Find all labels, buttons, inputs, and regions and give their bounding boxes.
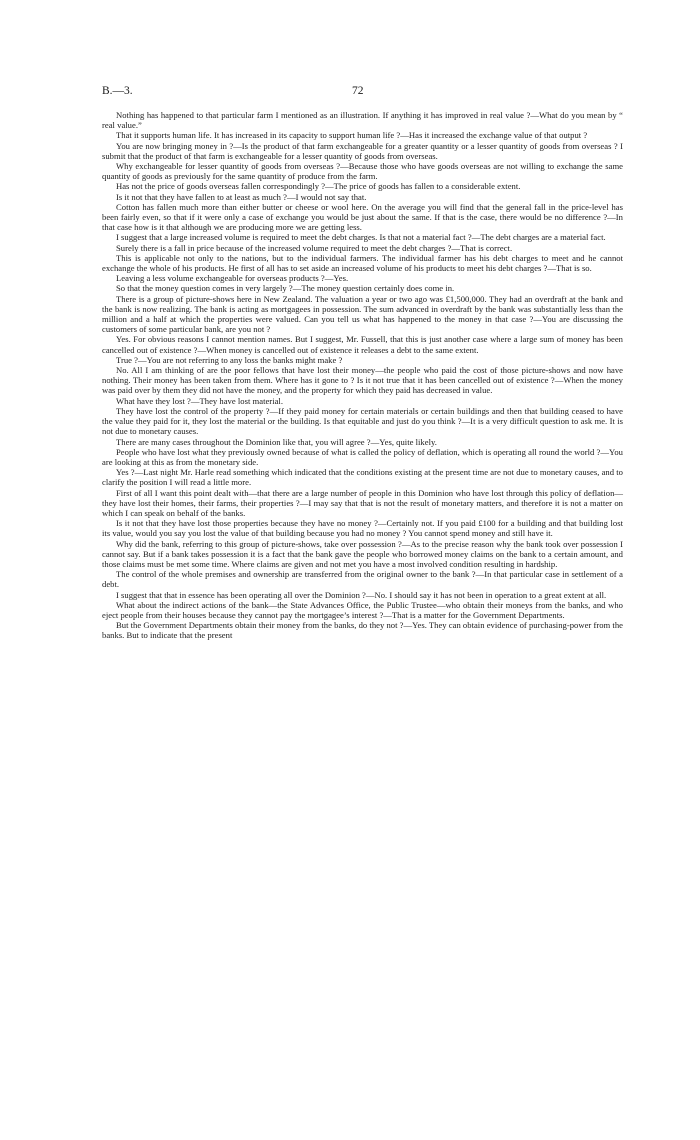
paragraph: Is it not that they have lost those properties because they have no money ?—Certainly not. If you paid £100 for a building and that building lost its value, would you say you lost the value of that building because you had no money ? You cannot spend money and still have it. [102, 518, 623, 539]
page-number: 72 [352, 85, 364, 97]
paragraph: But the Government Departments obtain their money from the banks, do they not ?—Yes. They can obtain evidence of purchasing-power from the banks. But to indicate that the present [102, 620, 623, 641]
paragraph: Surely there is a fall in price because of the increased volume required to meet the debt charges ?—That is correct. [116, 242, 513, 253]
paragraph: Nothing has happened to that particular farm I mentioned as an illustration. If anything it has improved in real value ?—What do you mean by “ real value.” [102, 110, 623, 131]
paragraph: What about the indirect actions of the bank—the State Advances Office, the Public Trustee—who obtain their moneys from the banks, and who eject people from their houses because they cannot pay the mortgagee’s interest ?—That is a matter for the Government Departments. [102, 599, 623, 620]
paragraph: First of all I want this point dealt with—that there are a large number of people in this Dominion who have lost through this policy of deflation—they have lost their homes, their farms, their properties ?—I may say that that is not the result of monetary matters, and therefore it is not a matter on which I can speak on behalf of the banks. [102, 487, 623, 518]
body-text [102, 110, 623, 641]
paragraph: They have lost the control of the property ?—If they paid money for certain materials or certain buildings and then that building ceased to have the value they paid for it, they lost the material or the building. Is that equitable and just do you think ?—It is a very difficult question to ask me. It is not due to monetary causes. [102, 405, 623, 437]
paragraph: This is applicable not only to the nations, but to the individual farmers. The individual farmer has his debt charges to meet and he cannot exchange the whole of his products. He first of all has to set aside an increased volume of his products to meet his debt charges ?—That is so. [102, 252, 623, 274]
paragraph: Leaving a less volume exchangeable for overseas products ?—Yes. [116, 273, 349, 284]
paragraph: No. All I am thinking of are the poor fellows that have lost their money—the people who paid the cost of those picture-shows and now have nothing. Their money has been taken from them. Where has it gone to ? Is it not true that it has been cancelled out of existence ?—When the money was paid over by them they did not have the money, and the property for which they paid has decreased in value. [102, 365, 623, 396]
paragraph: That it supports human life. It has increased in its capacity to support human life ?—Has it increased the exchange value of that output ? [116, 130, 588, 141]
paragraph: I suggest that a large increased volume is required to meet the debt charges. Is that not a material fact ?—The debt charges are a material fact. [116, 232, 606, 243]
paragraph: People who have lost what they previously owned because of what is called the policy of deflation, which is operating all round the world ?—You are looking at this as from the monetary side. [102, 446, 623, 467]
paragraph: So that the money question comes in very largely ?—The money question certainly does come in. [116, 283, 455, 294]
paragraph: There are many cases throughout the Dominion like that, you will agree ?—Yes, quite likely. [116, 436, 437, 447]
paragraph: The control of the whole premises and ownership are transferred from the original owner to the bank ?—In that particular case in settlement of a debt. [102, 569, 623, 590]
paragraph: There is a group of picture-shows here in New Zealand. The valuation a year or two ago was £1,500,000. They had an overdraft at the bank and the bank is now realizing. The bank is acting as mortgagees in possession. The sum advanced in overdraft by the bank was substantially less than the million and a half at which the properties were valued. Can you tell us what has happened to the money in that case ?—You are discussing the customers of some particular bank, are you not ? [102, 293, 623, 335]
paragraph: You are now bringing money in ?—Is the product of that farm exchangeable for a greater quantity or a lesser quantity of goods from overseas ? I submit that the product of that farm is exchangeable for a lesser quantity of goods from overseas. [102, 140, 623, 161]
paragraph: True ?—You are not referring to any loss the banks might make ? [116, 354, 343, 365]
paragraph: Cotton has fallen much more than either butter or cheese or wool here. On the average you will find that the general fall in the price-level has been fairly even, so that if it were only a case of exchange you would be just about the same. If that is the case, there would be no difference ?—In that case how is it that although we are producing more we are getting less. [102, 201, 623, 233]
paragraph: Why exchangeable for lesser quantity of goods from overseas ?—Because those who have goods overseas are not willing to exchange the same quantity of goods as previously for the same quantity of produce from the farm. [102, 161, 623, 182]
page-header [102, 84, 622, 98]
document-reference: B.—3. [102, 85, 133, 97]
paragraph: Has not the price of goods overseas fallen correspondingly ?—The price of goods has fallen to a considerable extent. [116, 181, 521, 192]
paragraph: Yes. For obvious reasons I cannot mention names. But I suggest, Mr. Fussell, that this is just another case where a large sum of money has been cancelled out of existence ?—When money is cancelled out of existence it releases a debt to the same extent. [102, 334, 623, 355]
paragraph: What have they lost ?—They have lost material. [116, 395, 284, 406]
paragraph: Why did the bank, referring to this group of picture-shows, take over possession ?—As to the precise reason why the bank took over possession I cannot say. But if a bank takes possession it is a fact that the bank gave the people who borrowed money claims on the bank to a certain amount, and those claims must be met some time. Where claims are given and not met you have a most involved condition resulting in hardship. [102, 538, 623, 569]
paragraph: I suggest that that in essence has been operating all over the Dominion ?—No. I should say it has not been in operation to a great extent at all. [116, 589, 607, 600]
paragraph: Yes ?—Last night Mr. Harle read something which indicated that the conditions existing at the present time are not due to monetary causes, and to clarify the position I will read a little more. [102, 467, 623, 488]
paragraph: Is it not that they have fallen to at least as much ?—I would not say that. [116, 191, 367, 202]
